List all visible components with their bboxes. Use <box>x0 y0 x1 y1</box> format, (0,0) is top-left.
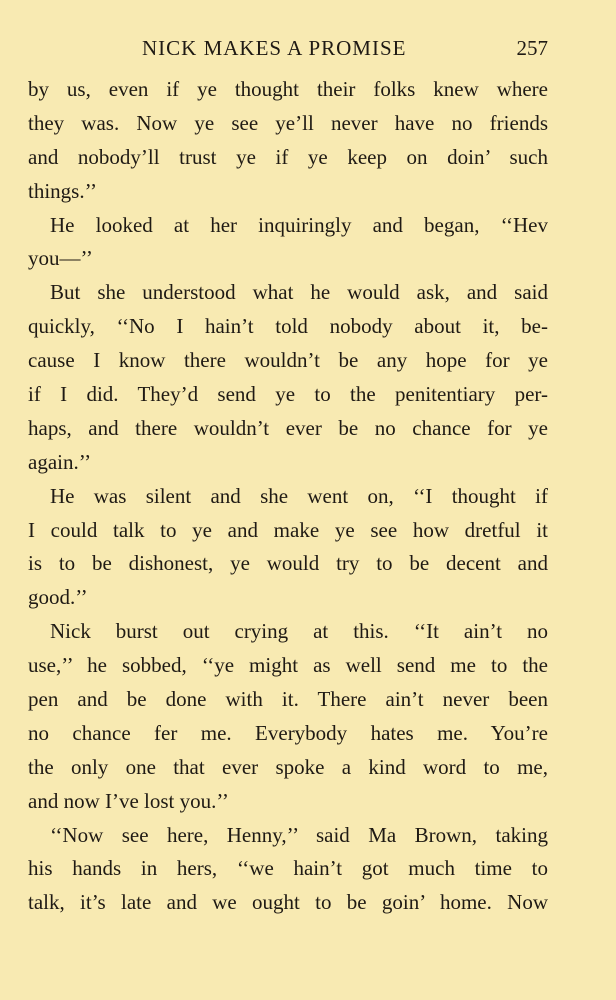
text-line: things.’’ <box>28 178 98 203</box>
page-number: 257 <box>516 36 548 60</box>
text-line: I could talk to ye and make ye see how dretful it <box>28 517 548 542</box>
text-line: no chance fer me. Everybody hates me. You’re <box>28 720 548 745</box>
running-title: NICK MAKES A PROMISE <box>142 36 407 60</box>
text-line: you—’’ <box>28 246 93 271</box>
text-line: talk, it’s late and we ought to be goin’ home. Now <box>28 890 548 915</box>
text-line: Nick burst out crying at this. ‘‘It ain’t no <box>50 619 548 644</box>
text-line: good.’’ <box>28 585 88 610</box>
text-line: and nobody’ll trust ye if ye keep on doin’ such <box>28 144 548 169</box>
text-line: haps, and there wouldn’t ever be no chance for ye <box>28 415 548 440</box>
text-line: quickly, ‘‘No I hain’t told nobody about it, be- <box>28 314 548 339</box>
text-line: He was silent and she went on, ‘‘I thought if <box>50 483 548 508</box>
text-line: by us, even if ye thought their folks knew where <box>28 77 548 101</box>
text-line: they was. Now ye see ye’ll never have no friends <box>28 110 548 135</box>
text-line: ‘‘Now see here, Henny,’’ said Ma Brown, taking <box>50 822 548 847</box>
text-line: pen and be done with it. There ain’t never been <box>28 687 548 712</box>
text-line: again.’’ <box>28 449 92 474</box>
text-line: is to be dishonest, ye would try to be decent and <box>28 551 548 576</box>
text-line: and now I’ve lost you.’’ <box>28 788 229 813</box>
text-line: cause I know there wouldn’t be any hope for ye <box>28 348 548 373</box>
body-text <box>28 73 548 920</box>
text-line: He looked at her inquiringly and began, ‘‘Hev <box>50 212 548 237</box>
text-line: his hands in hers, ‘‘we hain’t got much time to <box>28 856 548 881</box>
text-line: the only one that ever spoke a kind word to me, <box>28 754 548 779</box>
running-header <box>28 36 548 66</box>
text-line: But she understood what he would ask, and said <box>50 280 548 305</box>
text-line: use,’’ he sobbed, ‘‘ye might as well send me to the <box>28 653 548 678</box>
text-line: if I did. They’d send ye to the penitentiary per- <box>28 382 548 407</box>
